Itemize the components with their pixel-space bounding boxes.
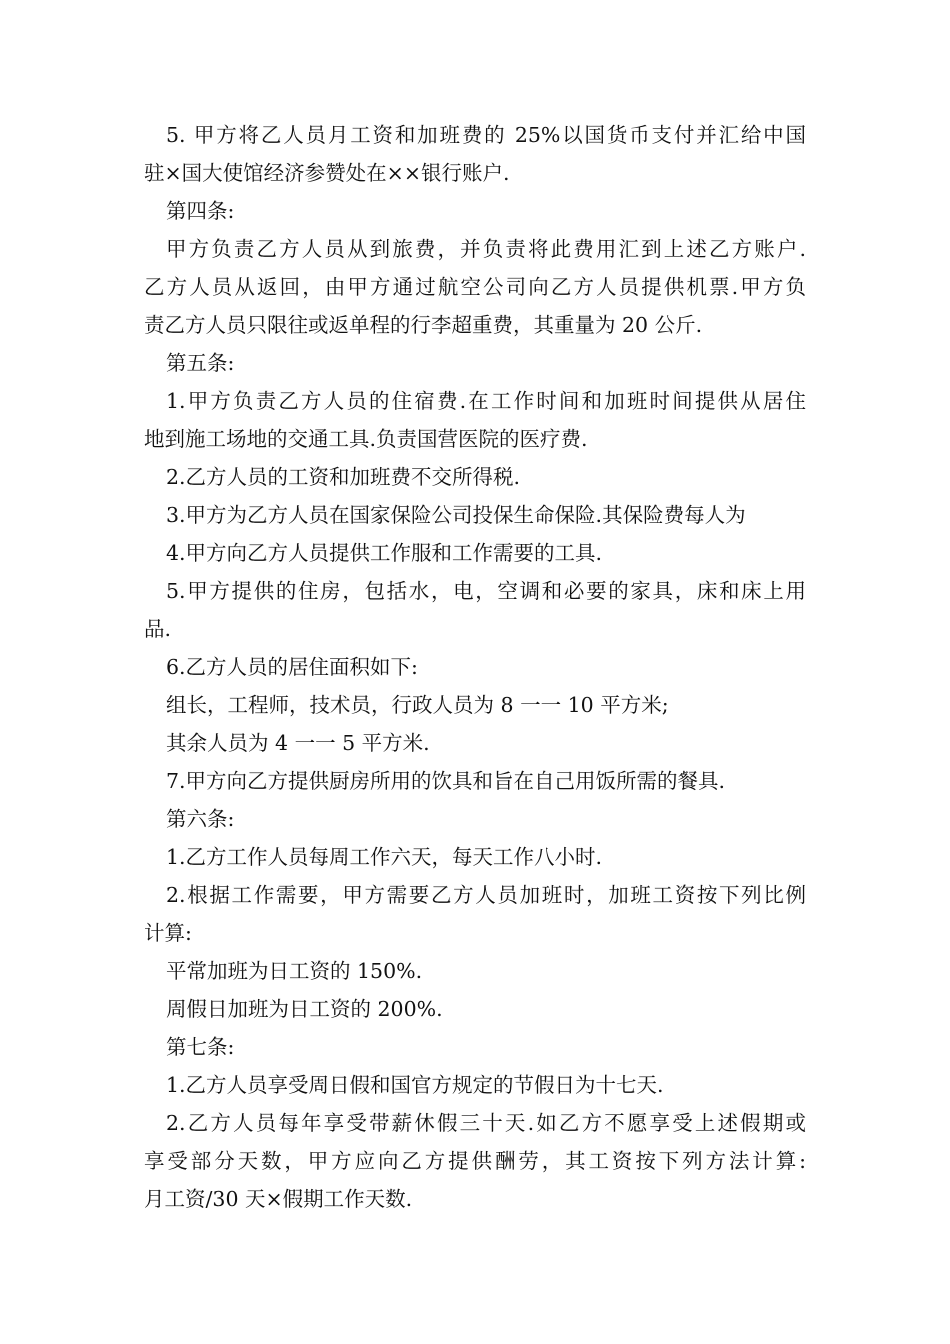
text-line: 责乙方人员只限往或返单程的行李超重费，其重量为 20 公斤.	[144, 313, 703, 337]
text-line: 享受部分天数，甲方应向乙方提供酬劳，其工资按下列方法计算:	[144, 1149, 806, 1173]
text-line: 2.乙方人员每年享受带薪休假三十天.如乙方不愿享受上述假期或	[166, 1111, 806, 1135]
text-line: 2.根据工作需要，甲方需要乙方人员加班时，加班工资按下列比例	[166, 883, 806, 907]
section-heading: 第六条:	[166, 807, 235, 831]
text-line: 其余人员为 4 一一 5 平方米.	[166, 731, 430, 755]
section-heading: 第五条:	[166, 351, 235, 375]
text-line: 4.甲方向乙方人员提供工作服和工作需要的工具.	[166, 541, 603, 565]
text-line: 驻×国大使馆经济参赞处在××银行账户.	[144, 161, 510, 185]
text-line: 乙方人员从返回，由甲方通过航空公司向乙方人员提供机票.甲方负	[144, 275, 806, 299]
text-line: 平常加班为日工资的 150%.	[166, 959, 423, 983]
text-line: 6.乙方人员的居住面积如下:	[166, 655, 418, 679]
text-line: 月工资/30 天×假期工作天数.	[144, 1187, 413, 1211]
text-line: 组长，工程师，技术员，行政人员为 8 一一 10 平方米;	[166, 693, 669, 717]
section-heading: 第四条:	[166, 199, 235, 223]
text-line: 甲方负责乙方人员从到旅费，并负责将此费用汇到上述乙方账户.	[166, 237, 806, 261]
text-line: 1.甲方负责乙方人员的住宿费.在工作时间和加班时间提供从居住	[166, 389, 806, 413]
text-line: 5. 甲方将乙人员月工资和加班费的 25%以国货币支付并汇给中国	[166, 123, 806, 147]
text-line: 计算:	[144, 921, 192, 945]
text-line: 3.甲方为乙方人员在国家保险公司投保生命保险.其保险费每人为	[166, 503, 746, 527]
text-line: 品.	[144, 617, 172, 641]
text-line: 地到施工场地的交通工具.负责国营医院的医疗费.	[144, 427, 588, 451]
text-line: 5.甲方提供的住房，包括水，电，空调和必要的家具，床和床上用	[166, 579, 806, 603]
text-line: 7.甲方向乙方提供厨房所用的饮具和旨在自己用饭所需的餐具.	[166, 769, 726, 793]
text-line: 1.乙方工作人员每周工作六天，每天工作八小时.	[166, 845, 603, 869]
text-line: 1.乙方人员享受周日假和国官方规定的节假日为十七天.	[166, 1073, 664, 1097]
text-line: 周假日加班为日工资的 200%.	[166, 997, 443, 1021]
section-heading: 第七条:	[166, 1035, 235, 1059]
text-line: 2.乙方人员的工资和加班费不交所得税.	[166, 465, 521, 489]
